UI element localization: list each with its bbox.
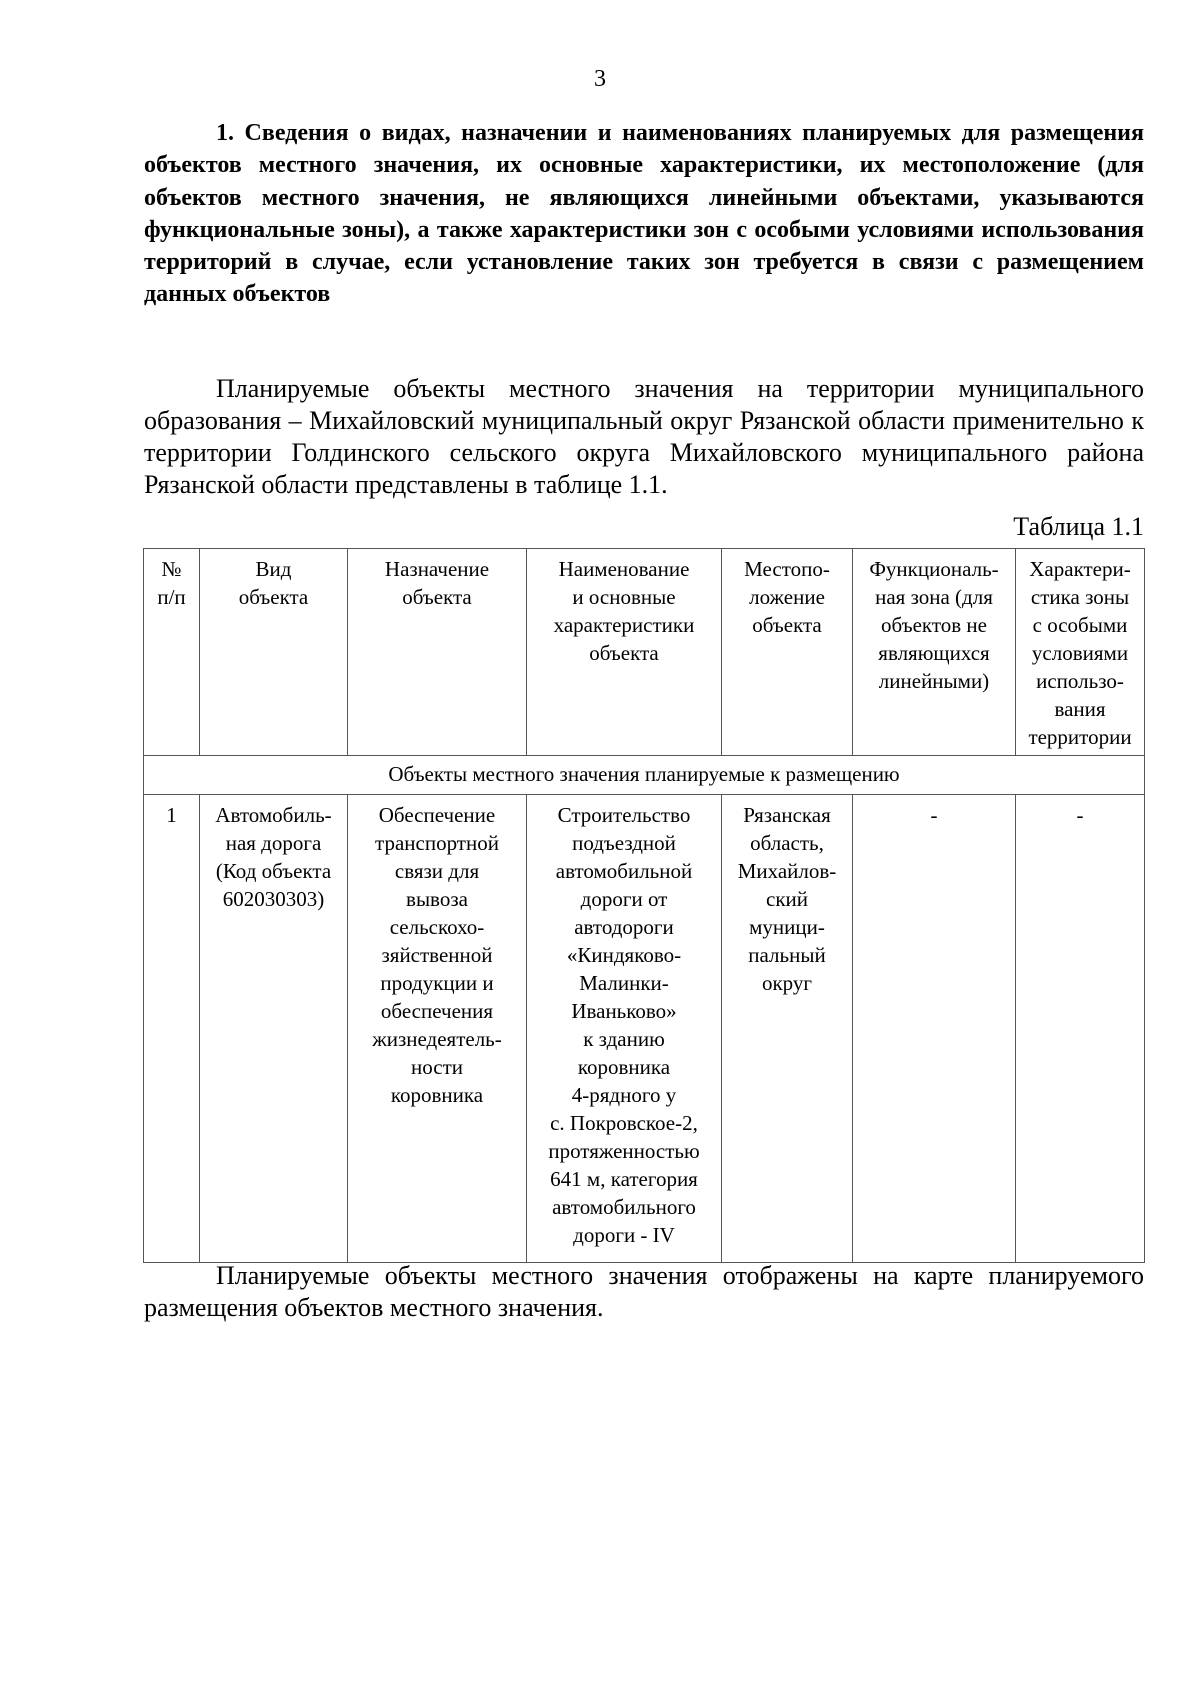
objects-table	[143, 548, 1145, 1263]
footer-paragraph: Планируемые объекты местного значения отображены на карте планируемого размещения объектов местного значения.	[144, 1261, 1144, 1322]
table-caption: Таблица 1.1	[1013, 512, 1144, 541]
page-number: 3	[594, 66, 606, 92]
section-heading: 1. Сведения о видах, назначении и наименованиях планируемых для размещения объектов местного значения, их основные характеристики, их местоположение (для объектов местного значения, не являющихся линейными объектами, указываются функциональные зоны), а также характеристики зон с особыми условиями использования территорий в случае, если установление таких зон требуется в связи с размещением данных объектов	[144, 120, 1144, 308]
table-section-row	[144, 756, 1145, 795]
header-cell-name: Наименование и основные характеристики объекта	[527, 549, 722, 756]
intro-paragraph: Планируемые объекты местного значения на территории муниципального образования – Михайловский муниципальный округ Рязанской области применительно к территории Голдинского сельского округа Михайловского муниципального района Рязанской области представлены в таблице 1.1.	[144, 374, 1144, 499]
header-cell-functional-zone: Функциональ- ная зона (для объектов не являющихся линейными)	[853, 549, 1016, 756]
header-cell-location: Местопо- ложение объекта	[722, 549, 853, 756]
row-cell-type: Автомобиль- ная дорога (Код объекта 602030303)	[200, 795, 348, 1263]
row-cell-location: Рязанская область, Михайлов- ский муници- пальный округ	[722, 795, 853, 1263]
header-cell-number: № п/п	[144, 549, 200, 756]
header-cell-type: Вид объекта	[200, 549, 348, 756]
table-header-row	[144, 549, 1145, 756]
header-cell-special-zone: Характери- стика зоны с особыми условиями использо- вания территории	[1016, 549, 1145, 756]
row-cell-purpose: Обеспечение транспортной связи для вывоза сельскохо- зяйственной продукции и обеспечения жизнедеятель- ности коровника	[348, 795, 527, 1263]
section-title-cell: Объекты местного значения планируемые к размещению	[144, 756, 1145, 795]
table-row	[144, 795, 1145, 1263]
row-cell-functional-zone: -	[853, 795, 1016, 1263]
header-cell-purpose: Назначение объекта	[348, 549, 527, 756]
row-cell-special-zone: -	[1016, 795, 1145, 1263]
row-cell-name: Строительство подъездной автомобильной дороги от автодороги «Киндяково- Малинки- Иваньково» к зданию коровника 4-рядного у с. Покровское-2, протяженностью 641 м, категория автомобильного дороги - IV	[527, 795, 722, 1263]
row-cell-number: 1	[144, 795, 200, 1263]
